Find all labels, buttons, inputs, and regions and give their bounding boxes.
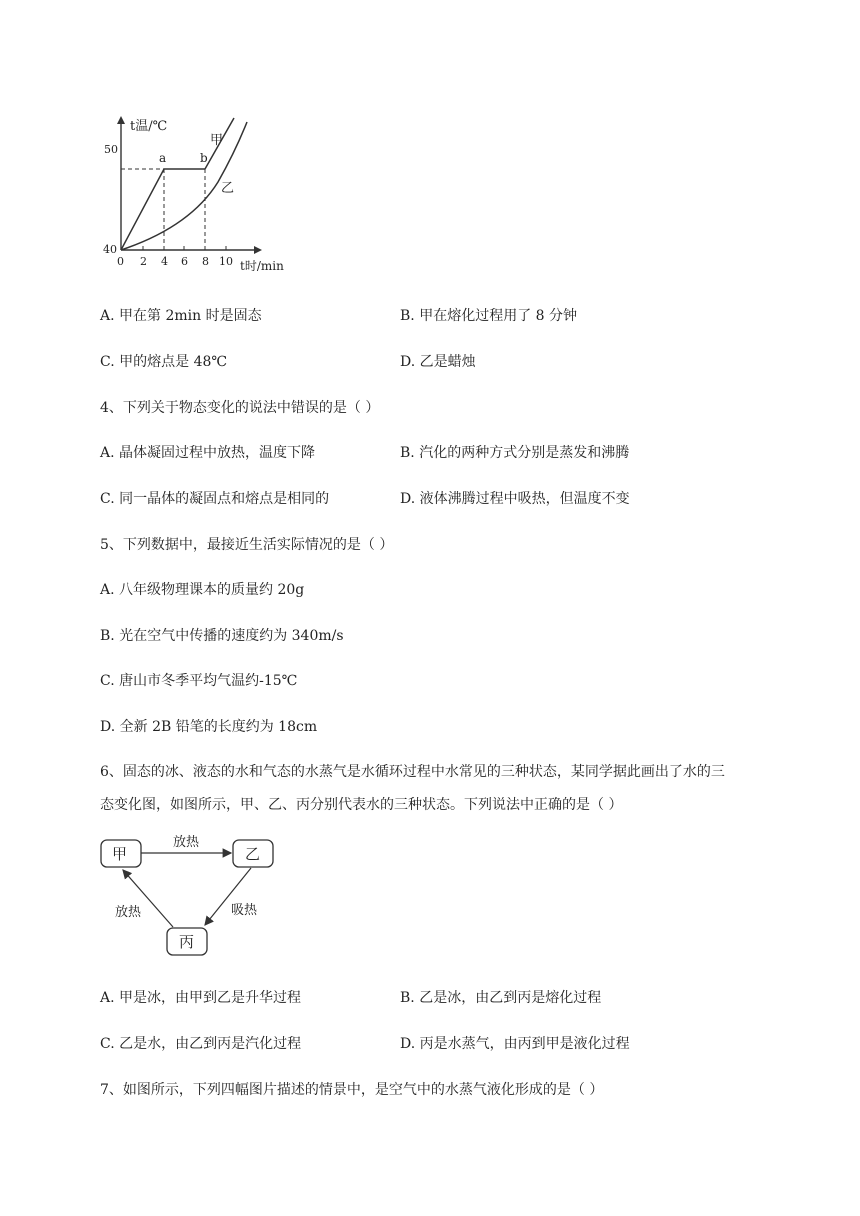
q3-option-c: C. 甲的熔点是 48℃: [100, 354, 228, 370]
edge-top-label: 放热: [173, 835, 200, 850]
temperature-time-graph: [100, 112, 300, 277]
x-tick-8: 8: [202, 255, 209, 268]
q6-option-c: C. 乙是水，由乙到丙是汽化过程: [100, 1036, 302, 1052]
q4-option-a: A. 晶体凝固过程中放热，温度下降: [100, 445, 316, 461]
x-tick-2: 2: [140, 255, 147, 268]
y-tick-50: 50: [104, 143, 118, 156]
x-axis-arrow: [254, 246, 262, 254]
q3-option-a: A. 甲在第 2min 时是固态: [100, 308, 262, 324]
q3-option-d: D. 乙是蜡烛: [400, 354, 476, 370]
curve-yi-label: 乙: [221, 181, 235, 196]
q6-option-d: D. 丙是水蒸气，由丙到甲是液化过程: [400, 1036, 630, 1052]
q6-stem-line1: 6、固态的冰、液态的水和气态的水蒸气是水循环过程中水常见的三种状态，某同学据此画出了水的三: [100, 764, 725, 780]
x-tick-0: 0: [117, 255, 124, 268]
q4-option-c: C. 同一晶体的凝固点和熔点是相同的: [100, 491, 330, 507]
node-yi-label: 乙: [245, 845, 261, 863]
state-change-diagram: [95, 830, 285, 962]
x-axis-label: t时/min: [240, 259, 284, 273]
q5-stem: 5、下列数据中，最接近生活实际情况的是（ ）: [100, 537, 394, 553]
q6-option-a: A. 甲是冰，由甲到乙是升华过程: [100, 990, 302, 1006]
node-bing-label: 丙: [179, 933, 195, 951]
y-axis-label: t温/℃: [130, 119, 168, 134]
point-a-label: a: [159, 151, 167, 165]
point-b-label: b: [200, 151, 208, 165]
q5-option-c: C. 唐山市冬季平均气温约-15℃: [100, 673, 298, 689]
q6-option-b: B. 乙是冰，由乙到丙是熔化过程: [400, 990, 602, 1006]
q7-stem: 7、如图所示，下列四幅图片描述的情景中，是空气中的水蒸气液化形成的是（ ）: [100, 1082, 604, 1098]
edge-right-label: 吸热: [231, 903, 258, 918]
q5-option-a: A. 八年级物理课本的质量约 20g: [100, 582, 305, 598]
x-tick-4: 4: [161, 255, 168, 268]
y-tick-40: 40: [103, 243, 117, 256]
x-tick-6: 6: [181, 255, 188, 268]
q4-stem: 4、下列关于物态变化的说法中错误的是（ ）: [100, 400, 380, 416]
q5-option-b: B. 光在空气中传播的速度约为 340m/s: [100, 628, 344, 644]
curve-jia-label: 甲: [210, 133, 224, 148]
x-tick-10: 10: [219, 255, 233, 268]
q6-stem-line2: 态变化图，如图所示，甲、乙、丙分别代表水的三种状态。下列说法中正确的是（ ）: [100, 797, 623, 813]
q4-option-d: D. 液体沸腾过程中吸热，但温度不变: [400, 491, 630, 507]
q5-option-d: D. 全新 2B 铅笔的长度约为 18cm: [100, 719, 318, 735]
q4-option-b: B. 汽化的两种方式分别是蒸发和沸腾: [400, 445, 630, 461]
node-jia-label: 甲: [112, 845, 128, 863]
edge-left-label: 放热: [115, 905, 142, 920]
y-axis-arrow: [117, 116, 125, 124]
q3-option-b: B. 甲在熔化过程用了 8 分钟: [400, 308, 577, 324]
